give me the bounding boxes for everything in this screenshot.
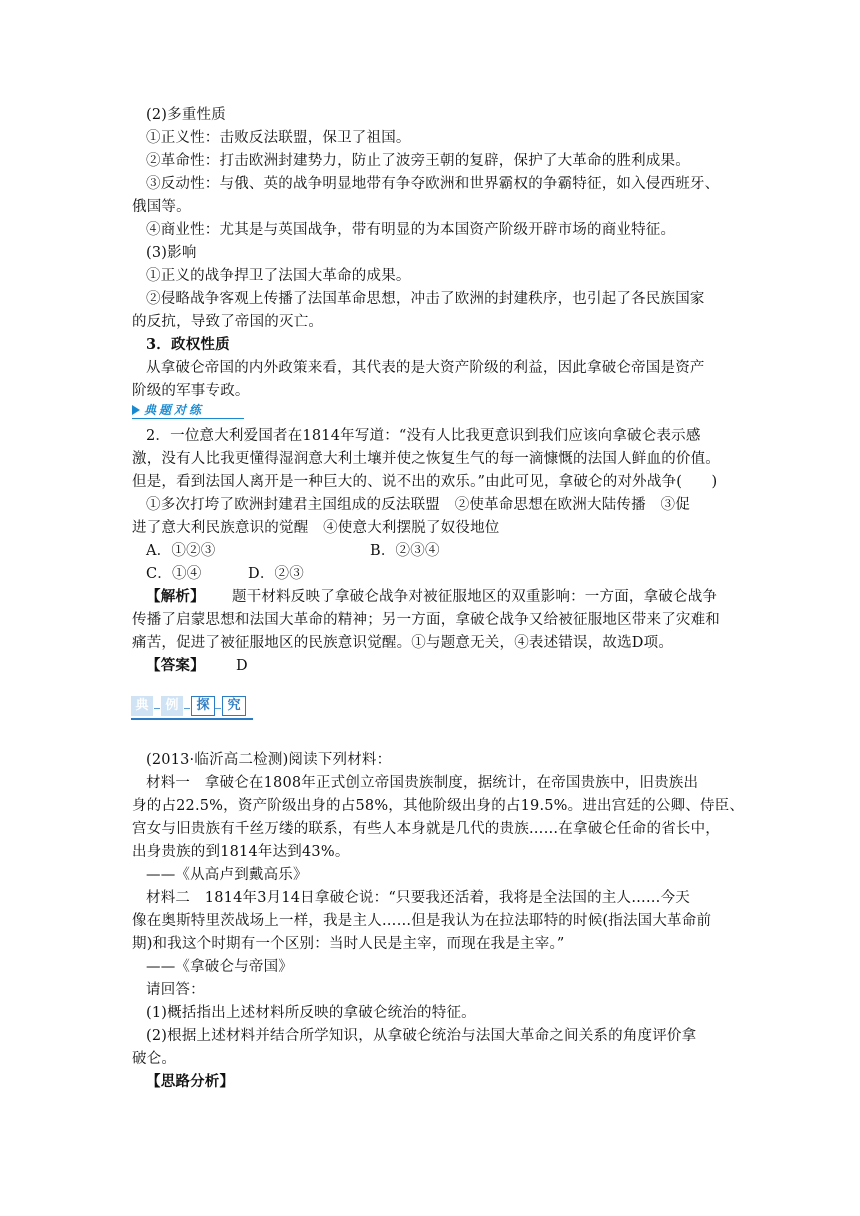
practice-tag	[132, 403, 244, 417]
impact-item-1: ①正义的战争捍卫了法国大革命的成果。	[146, 268, 411, 284]
section-heading-impact: (3)影响	[146, 245, 197, 261]
analysis-label: 【解析】	[146, 588, 205, 605]
divider	[132, 418, 244, 419]
nature-item-reactionary-line1: ③反动性：与俄、英的战争明显地带有争夺欧洲和世界霸权的争霸特征，如入侵西班牙、	[146, 176, 720, 192]
option-a: A．①②③	[146, 543, 216, 559]
question-line3: 但是，看到法国人离开是一种巨大的、说不出的欢乐。”由此可见，拿破仑的对外战争( )	[132, 474, 718, 490]
example-question-2-line1: (2)根据上述材料并结合所学知识，从拿破仑统治与法国大革命之间关系的角度评价拿	[146, 1028, 697, 1044]
option-b: B．②③④	[370, 543, 440, 559]
question-prompt: 请回答：	[146, 982, 205, 998]
section-heading-regime: 3．政权性质	[146, 336, 230, 353]
option-c: C．①④	[146, 566, 202, 582]
impact-item-2-line2: 的反抗，导致了帝国的灭亡。	[132, 314, 324, 330]
thinking-analysis-label: 【思路分析】	[146, 1073, 235, 1090]
nature-item-commercial: ④商业性：尤其是与英国战争，带有明显的为本国资产阶级开辟市场的商业特征。	[146, 222, 676, 238]
question-line5: 进了意大利民族意识的觉醒 ④使意大利摆脱了奴役地位	[132, 520, 500, 536]
nature-item-reactionary-line2: 俄国等。	[132, 199, 191, 215]
option-d: D．②③	[248, 566, 304, 582]
example-source: (2013·临沂高二检测)阅读下列材料：	[146, 752, 392, 768]
divider	[154, 708, 160, 709]
analysis-line3: 痛苦，促进了被征服地区的民族意识觉醒。①与题意无关，④表述错误，故选D项。	[132, 635, 674, 651]
material2-line2: 像在奥斯特里茨战场上一样，我是主人……但是我认为在拉法耶特的时候(指法国大革命前	[132, 913, 712, 929]
impact-item-2-line1: ②侵略战争客观上传播了法国革命思想，冲击了欧洲的封建秩序，也引起了各民族国家	[146, 291, 705, 307]
question-line4: ①多次打垮了欧洲封建君主国组成的反法联盟 ②使革命思想在欧洲大陆传播 ③促	[146, 497, 690, 513]
material1-line1: 材料一 拿破仑在1808年正式创立帝国贵族制度，据统计，在帝国贵族中，旧贵族出	[146, 775, 699, 791]
material1-line3: 宫女与旧贵族有千丝万缕的联系，有些人本身就是几代的贵族……在拿破仑任命的省长中，	[132, 821, 720, 837]
divider	[184, 708, 190, 709]
nature-item-revolutionary: ②革命性：打击欧洲封建势力，防止了波旁王朝的复辟，保护了大革命的胜利成果。	[146, 153, 690, 169]
analysis-line1: 题干材料反映了拿破仑战争对被征服地区的双重影响：一方面，拿破仑战争	[232, 589, 718, 605]
section-head-char-4: 究	[222, 696, 246, 716]
answer-label: 【答案】	[146, 657, 205, 674]
question-line1: 2．一位意大利爱国者在1814年写道：“没有人比我更意识到我们应该向拿破仑表示感	[146, 428, 701, 444]
example-section-header	[131, 696, 253, 722]
section-head-char-2: 例	[161, 696, 183, 716]
example-question-1: (1)概括指出上述材料所反映的拿破仑统治的特征。	[146, 1005, 476, 1021]
divider	[131, 718, 253, 720]
question-line2: 激，没有人比我更懂得湿润意大利土壤并使之恢复生气的每一滴慷慨的法国人鲜血的价值。	[132, 451, 720, 467]
material1-line2: 身的占22.5%，资产阶级出身的占58%，其他阶级出身的占19.5%。进出宫廷的公卿、侍臣、	[132, 798, 745, 814]
nature-item-justice: ①正义性：击败反法联盟，保卫了祖国。	[146, 130, 411, 146]
regime-paragraph-line1: 从拿破仑帝国的内外政策来看，其代表的是大资产阶级的利益，因此拿破仑帝国是资产	[146, 360, 705, 376]
section-heading-nature: (2)多重性质	[146, 107, 226, 123]
analysis-line2: 传播了启蒙思想和法国大革命的精神；另一方面，拿破仑战争又给被征服地区带来了灾难和	[132, 612, 720, 628]
material1-source: ——《从高卢到戴高乐》	[146, 867, 308, 883]
material1-line4: 出身贵族的到1814年达到43%。	[132, 844, 350, 860]
material2-source: ——《拿破仑与帝国》	[146, 959, 293, 975]
section-head-char-1: 典	[131, 696, 153, 716]
example-question-2-line2: 破仑。	[132, 1051, 177, 1067]
answer-value: D	[236, 658, 248, 674]
material2-line1: 材料二 1814年3月14日拿破仑说：“只要我还活着，我将是全法国的主人……今天	[146, 890, 690, 906]
arrow-icon	[132, 405, 140, 415]
section-head-char-3: 探	[191, 696, 215, 716]
material2-line3: 期)和我这个时期有一个区别：当时人民是主宰，而现在我是主宰。”	[132, 936, 565, 952]
regime-paragraph-line2: 阶级的军事专政。	[132, 383, 250, 399]
practice-tag-label: 典题对练	[144, 403, 205, 417]
divider	[215, 708, 221, 709]
